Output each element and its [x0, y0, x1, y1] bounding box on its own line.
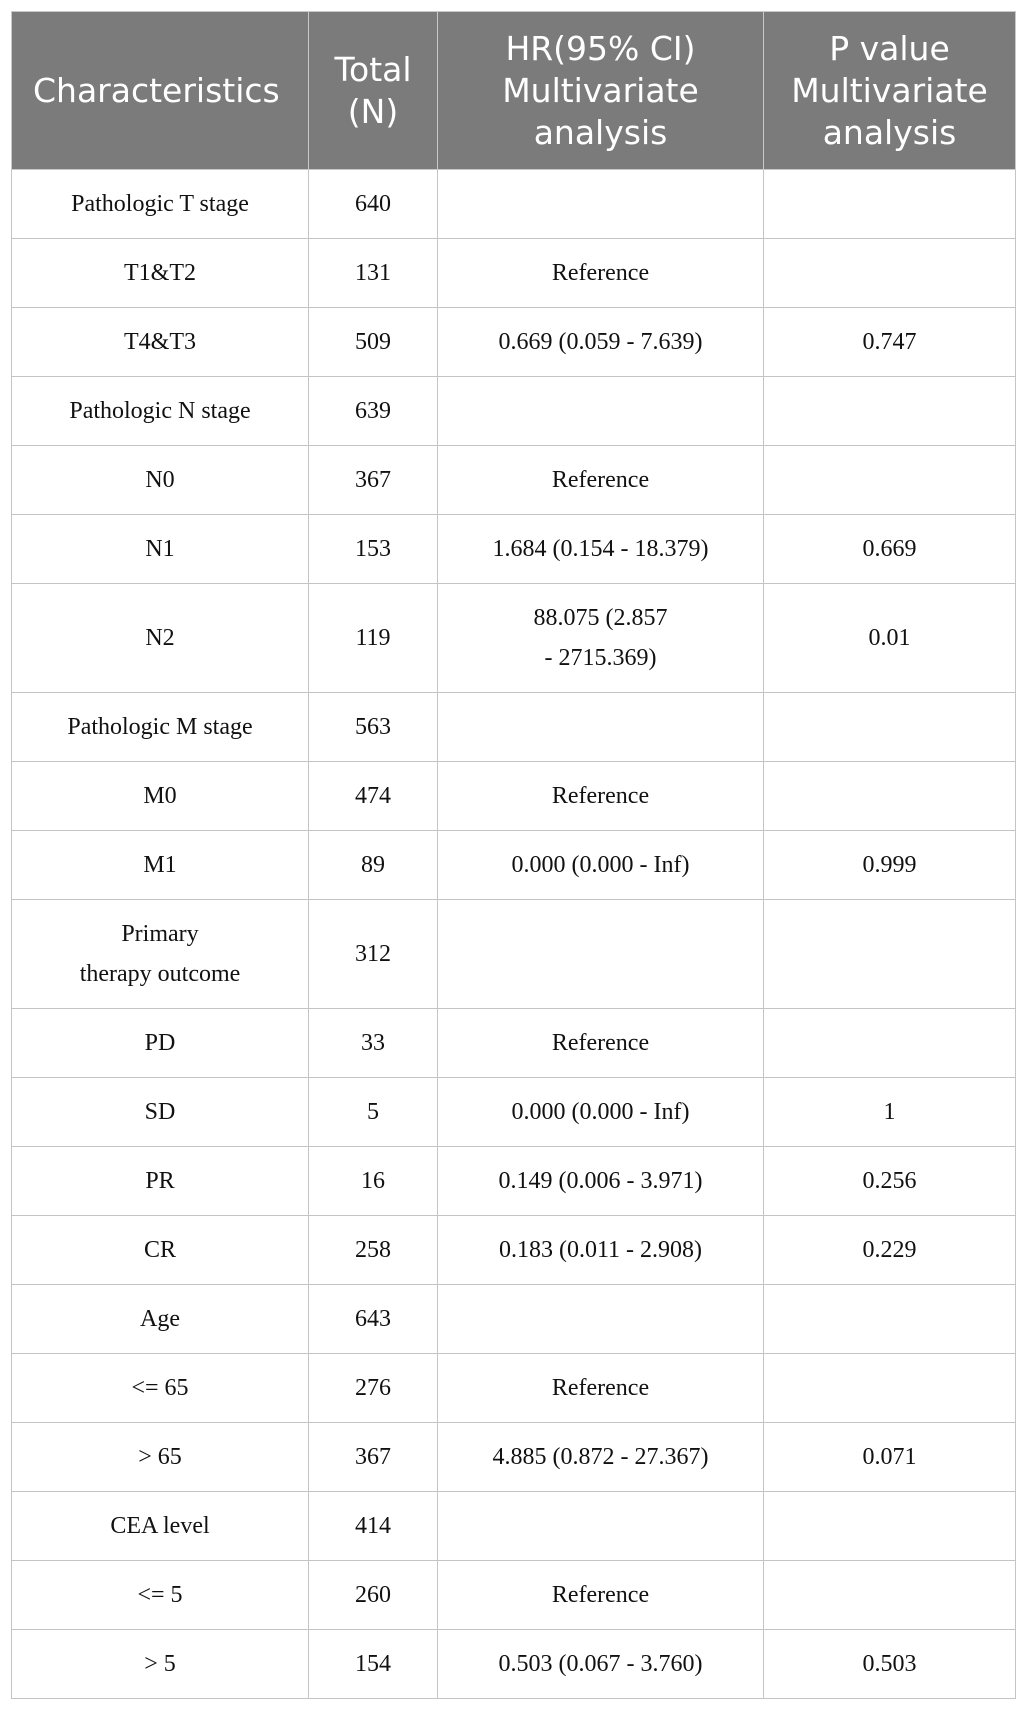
table-row — [12, 1561, 1016, 1630]
header-row — [12, 12, 1016, 170]
table-row — [12, 1354, 1016, 1423]
cell-text-line: N0 — [145, 467, 175, 493]
cell-characteristic — [12, 584, 309, 693]
cell-text-line: Reference — [551, 1375, 650, 1401]
table-row — [12, 1492, 1016, 1561]
table-row — [12, 1285, 1016, 1354]
cell-text-line: - 2715.369) — [544, 645, 657, 671]
cell-p-value — [764, 1285, 1016, 1354]
header-characteristics — [12, 12, 309, 170]
cell-total: 640 — [309, 170, 438, 239]
cell-text-line: <= 5 — [137, 1582, 183, 1608]
cell-hr — [438, 900, 764, 1009]
cell-text-line: CEA level — [110, 1513, 210, 1539]
cell-text-line: PD — [144, 1030, 176, 1056]
header-p-value — [764, 12, 1016, 170]
header-line: (N) — [347, 91, 399, 131]
cell-hr — [438, 831, 764, 900]
cell-text-line: M1 — [143, 852, 177, 878]
header-total — [309, 12, 438, 170]
cell-text-line: Reference — [551, 1582, 650, 1608]
cell-total: 509 — [309, 308, 438, 377]
cell-text-line: SD — [144, 1099, 176, 1125]
cell-characteristic — [12, 170, 309, 239]
cell-p-value — [764, 762, 1016, 831]
cell-total: 276 — [309, 1354, 438, 1423]
cell-p-value — [764, 1492, 1016, 1561]
table-row — [12, 1423, 1016, 1492]
cell-text-line: > 65 — [138, 1444, 182, 1470]
cell-characteristic — [12, 1147, 309, 1216]
table-row — [12, 1630, 1016, 1699]
cell-text-line: T1&T2 — [124, 260, 196, 286]
cell-text-line: Pathologic M stage — [67, 714, 253, 740]
cell-p-value — [764, 170, 1016, 239]
cell-hr — [438, 1147, 764, 1216]
cell-hr — [438, 515, 764, 584]
cell-characteristic — [12, 239, 309, 308]
cell-text-line: T4&T3 — [124, 329, 196, 355]
cell-text-line: 0.000 (0.000 - Inf) — [511, 1099, 690, 1125]
cell-characteristic — [12, 900, 309, 1009]
cell-p-value: 0.071 — [764, 1423, 1016, 1492]
header-line: Multivariate — [791, 70, 988, 110]
cell-text-line: PR — [145, 1168, 175, 1194]
results-table-container — [11, 11, 1015, 1699]
header-line: analysis — [822, 112, 957, 152]
cell-text-line: > 5 — [144, 1651, 176, 1677]
cell-total: 89 — [309, 831, 438, 900]
cell-hr — [438, 1078, 764, 1147]
table-row — [12, 446, 1016, 515]
cell-text-line: Reference — [551, 1030, 650, 1056]
cell-total: 367 — [309, 446, 438, 515]
header-line: Characteristics — [33, 70, 280, 110]
cell-p-value: 0.229 — [764, 1216, 1016, 1285]
cell-text-line: 0.000 (0.000 - Inf) — [511, 852, 690, 878]
cell-text-line: 0.503 (0.067 - 3.760) — [498, 1651, 703, 1677]
cell-hr — [438, 1630, 764, 1699]
cell-total: 260 — [309, 1561, 438, 1630]
cell-p-value — [764, 239, 1016, 308]
cell-characteristic — [12, 831, 309, 900]
header-hr — [438, 12, 764, 170]
cell-total: 474 — [309, 762, 438, 831]
cell-characteristic — [12, 1285, 309, 1354]
cell-text-line: N2 — [145, 625, 175, 651]
cell-hr — [438, 693, 764, 762]
table-row — [12, 762, 1016, 831]
cell-p-value — [764, 1561, 1016, 1630]
table-row — [12, 515, 1016, 584]
cell-text-line: Reference — [551, 467, 650, 493]
cell-total: 153 — [309, 515, 438, 584]
table-row — [12, 170, 1016, 239]
cell-p-value: 0.747 — [764, 308, 1016, 377]
table-row — [12, 308, 1016, 377]
cell-p-value — [764, 693, 1016, 762]
cell-hr — [438, 377, 764, 446]
cell-text-line: 88.075 (2.857 — [533, 605, 668, 631]
table-row — [12, 239, 1016, 308]
table-row — [12, 1216, 1016, 1285]
cell-total: 33 — [309, 1009, 438, 1078]
cell-text-line: 1.684 (0.154 - 18.379) — [492, 536, 709, 562]
table-row — [12, 377, 1016, 446]
cell-total: 312 — [309, 900, 438, 1009]
cell-characteristic — [12, 1354, 309, 1423]
cell-text-line: Reference — [551, 783, 650, 809]
cell-characteristic — [12, 377, 309, 446]
cell-characteristic — [12, 1630, 309, 1699]
cell-text-line: Primary — [121, 921, 199, 947]
cell-hr — [438, 1492, 764, 1561]
table-header — [12, 12, 1016, 170]
cell-characteristic — [12, 1561, 309, 1630]
cell-characteristic — [12, 1492, 309, 1561]
cell-text-line: N1 — [145, 536, 175, 562]
cell-total: 563 — [309, 693, 438, 762]
table-row — [12, 900, 1016, 1009]
cell-total: 639 — [309, 377, 438, 446]
cell-hr — [438, 239, 764, 308]
cell-characteristic — [12, 1078, 309, 1147]
cell-text-line: 0.183 (0.011 - 2.908) — [498, 1237, 703, 1263]
cell-total: 643 — [309, 1285, 438, 1354]
cell-hr — [438, 1561, 764, 1630]
cell-text-line: Reference — [551, 260, 650, 286]
cell-total: 16 — [309, 1147, 438, 1216]
cell-text-line: therapy outcome — [79, 961, 241, 987]
cell-characteristic — [12, 762, 309, 831]
cell-text-line: 0.669 (0.059 - 7.639) — [498, 329, 703, 355]
cell-p-value: 0.256 — [764, 1147, 1016, 1216]
cell-total: 119 — [309, 584, 438, 693]
cell-hr — [438, 1009, 764, 1078]
header-line: Multivariate — [502, 70, 699, 110]
cell-hr — [438, 308, 764, 377]
cell-hr — [438, 1354, 764, 1423]
cell-text-line: M0 — [143, 783, 177, 809]
cell-characteristic — [12, 693, 309, 762]
cell-p-value — [764, 900, 1016, 1009]
header-line: P value — [829, 28, 950, 68]
cell-text-line: CR — [143, 1237, 176, 1263]
cell-hr — [438, 1285, 764, 1354]
cell-total: 367 — [309, 1423, 438, 1492]
cell-p-value — [764, 377, 1016, 446]
cell-characteristic — [12, 515, 309, 584]
cell-text-line: 4.885 (0.872 - 27.367) — [492, 1444, 709, 1470]
cell-hr — [438, 446, 764, 515]
multivariate-analysis-table — [11, 11, 1016, 1699]
cell-text-line: Pathologic N stage — [69, 398, 251, 424]
table-row — [12, 584, 1016, 693]
header-line: HR(95% CI) — [505, 28, 696, 68]
cell-characteristic — [12, 1009, 309, 1078]
cell-hr — [438, 1216, 764, 1285]
table-row — [12, 1147, 1016, 1216]
cell-p-value — [764, 1009, 1016, 1078]
header-line: analysis — [533, 112, 668, 152]
cell-characteristic — [12, 446, 309, 515]
cell-p-value: 0.999 — [764, 831, 1016, 900]
cell-total: 154 — [309, 1630, 438, 1699]
cell-characteristic — [12, 1216, 309, 1285]
cell-hr — [438, 1423, 764, 1492]
cell-characteristic — [12, 308, 309, 377]
cell-text-line: Pathologic T stage — [71, 191, 249, 217]
cell-text-line: <= 65 — [131, 1375, 189, 1401]
header-line: Total — [334, 49, 412, 89]
cell-total: 5 — [309, 1078, 438, 1147]
cell-total: 258 — [309, 1216, 438, 1285]
table-row — [12, 693, 1016, 762]
table-row — [12, 1078, 1016, 1147]
cell-characteristic — [12, 1423, 309, 1492]
cell-p-value — [764, 1354, 1016, 1423]
cell-hr — [438, 584, 764, 693]
cell-p-value: 0.503 — [764, 1630, 1016, 1699]
cell-hr — [438, 170, 764, 239]
cell-text-line: 0.149 (0.006 - 3.971) — [498, 1168, 703, 1194]
cell-total: 414 — [309, 1492, 438, 1561]
table-body — [12, 170, 1016, 1699]
cell-p-value: 0.01 — [764, 584, 1016, 693]
table-row — [12, 1009, 1016, 1078]
cell-p-value: 0.669 — [764, 515, 1016, 584]
cell-p-value — [764, 446, 1016, 515]
cell-text-line: Age — [140, 1306, 180, 1332]
cell-p-value: 1 — [764, 1078, 1016, 1147]
table-row — [12, 831, 1016, 900]
cell-total: 131 — [309, 239, 438, 308]
cell-hr — [438, 762, 764, 831]
